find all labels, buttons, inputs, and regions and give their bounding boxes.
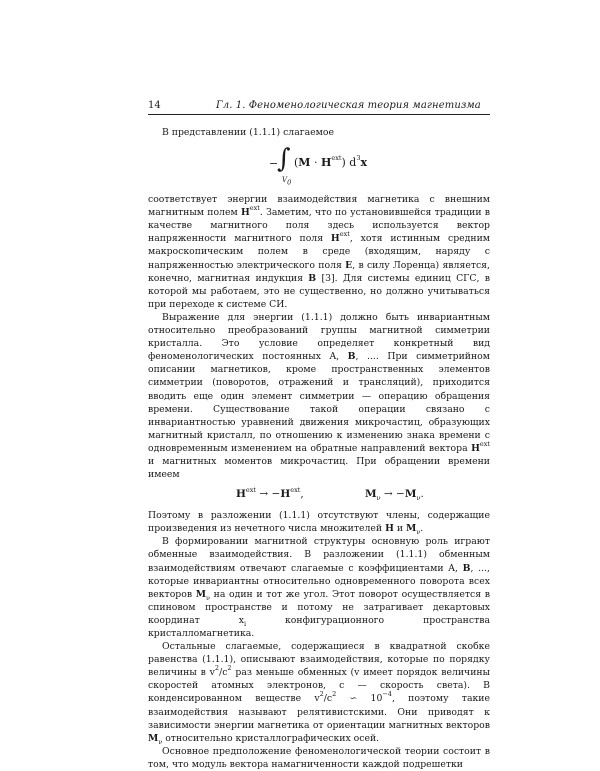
page-header xyxy=(148,99,490,115)
integral-sign: ∫ xyxy=(277,144,291,175)
integrand: $(M \cdot H^{ext})$ $d^3x$ xyxy=(294,154,368,170)
integral-equation xyxy=(148,141,490,191)
time-reversal-equation xyxy=(148,484,490,506)
paragraph-intro: В представлении (1.1.1) слагаемое xyxy=(162,127,335,138)
equation-moment-reversal: $M_\nu \to -M_\nu$. xyxy=(365,488,424,503)
running-title: Гл. 1. Феноменологическая теория магнетизма xyxy=(216,100,481,111)
paragraph-external-field: соответствует энергии взаимодействия магнетика с внешним магнитным полем $H^{ext}$. Заметим, что по установившейся традиции в качестве магнитного поля здесь используется вектор напряженности магнитного поля $H^{ext}$, хотя истинным средним макроскопическим полем в среде (входящим, наряду с напряженностью электрического поля E, в силу Лоренца) является, конечно, магнитная индукция B [3]. Для системы единиц СГС, в которой мы работаем, это не существенно, но должно учитываться при переходе к системе СИ. xyxy=(148,194,491,310)
minus-sign: − xyxy=(269,157,279,171)
paragraph-assumption: Основное предположение феноменологической теории состоит в том, что модуль вектора намагниченности каждой подрешетки xyxy=(148,745,490,770)
paragraph-exchange: В формировании магнитной структуры основную роль играют обменные взаимодействия. В разложении (1.1.1) обменным взаимодействиям отвечают слагаемые с коэффициентами A, B, ..., которые инвариантны относительно одновременного поворота всех векторов $M_\nu$ на один и тот же угол. Этот поворот осуществляется в спиновом пространстве и потому не затрагивает декартовых координат $x_i$ конфигурационного пространства кристалломагнетика. xyxy=(148,536,490,639)
integral-domain: $V_0$ xyxy=(282,176,292,187)
equation-field-reversal: $H^{ext} \to -H^{ext}$, xyxy=(236,485,304,501)
paragraph-symmetry: Выражение для энергии (1.1.1) должно быть инвариантным относительно преобразований группы магнитной симметрии кристалла. Это условие определяет конкретный вид феноменологических постоянных A, B, .... При симметрийном описании магнетиков, кроме пространственных элементов симметрии (поворотов, отражений и трансляций), приходится вводить еще один элемент симметрии — операцию обращения времени. Существование такой операции связано с инвариантностью уравнений движения микрочастиц, образующих магнитный кристалл, по отношению к изменению знака времени с одновременным изменением на обратные направлений вектора $H^{ext}$ и магнитных моментов микрочастиц. При обращении времени имеем xyxy=(148,311,490,481)
page-number: 14 xyxy=(148,100,161,111)
paragraph-odd-terms: Поэтому в разложении (1.1.1) отсутствуют члены, содержащие произведения из нечетного числа множителей H и $M_\nu$. xyxy=(148,510,490,537)
paragraph-relativistic: Остальные слагаемые, содержащиеся в квадратной скобке равенства (1.1.1), описывают взаимодействия, которые по порядку величины в $v^2/c^2$ раз меньше обменных (v имеет порядок величины скоростей атомных электронов, c — скорость света). В конденсированном веществе $v^2/c^2$ ∽ $10^{-4}$, поэтому такие взаимодействия называют релятивистскими. Они приводят к зависимости энергии магнетика от ориентации магнитных векторов $M_\nu$ относительно кристаллографических осей. xyxy=(148,641,490,746)
page-body xyxy=(148,126,490,771)
